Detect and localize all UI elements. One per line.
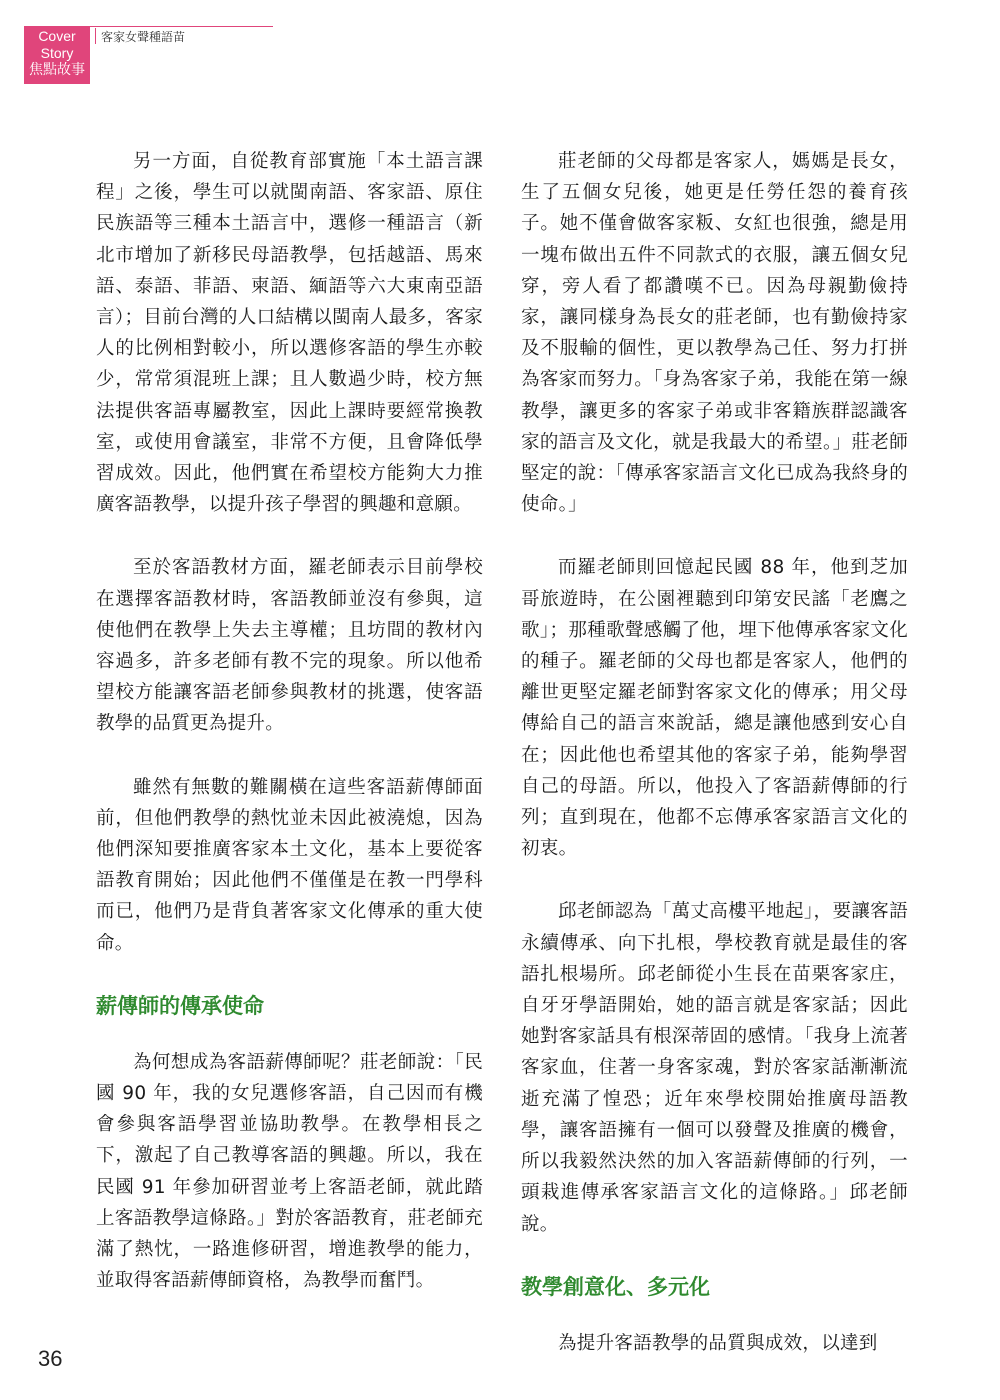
paragraph: 另一方面，自從教育部實施「本土語言課程」之後，學生可以就閩南語、客家語、原住民族語等三種本土語言中，選修一種語言（新北市增加了新移民母語教學，包括越語、馬來語、泰語、菲語、柬語、緬語等六大東南亞語言）；目前台灣的人口結構以閩南人最多，客家人的比例相對較小，所以選修客語的學生亦較少，常常須混班上課；且人數過少時，校方無法提供客語專屬教室，因此上課時要經常換教室，或使用會議室，非常不方便，且會降低學習成效。因此，他們實在希望校方能夠大力推廣客語教學，以提升孩子學習的興趣和意願。 <box>96 151 483 516</box>
paragraph: 為何想成為客語薪傳師呢？莊老師說：「民國 90 年，我的女兒選修客語，自己因而有機會參與客語學習並協助教學。在教學相長之下，激起了自己教導客語的興趣。所以，我在民國 91 年參加研習並考上客語老師，就此踏上客語教學這條路。」對於客語教育，莊老師充滿了熱忱，一路進修研習，增進教學的能力，並取得客語薪傳師資格，為教學而奮鬥。 <box>96 1051 483 1292</box>
section-heading: 薪傳師的傳承使命 <box>96 993 264 1018</box>
section-heading: 教學創意化、多元化 <box>521 1274 710 1299</box>
cover-story-badge <box>24 26 90 84</box>
paragraph: 至於客語教材方面，羅老師表示目前學校在選擇客語教材時，客語教師並沒有參與，這使他們在教學上失去主導權；且坊間的教材內容過多，許多老師有教不完的現象。所以他希望校方能讓客語老師參與教材的挑選，使客語教學的品質更為提升。 <box>96 557 483 735</box>
header-rule <box>90 26 273 27</box>
section-title: 客家女聲種語苗 <box>101 30 186 44</box>
badge-english-line2: Story <box>40 45 74 61</box>
paragraph: 邱老師認為「萬丈高樓平地起」，要讓客語永續傳承、向下扎根，學校教育就是最佳的客語扎根場所。邱老師從小生長在苗栗客家庄，自牙牙學語開始，她的語言就是客家話；因此她對客家話具有根深蒂固的感情。「我身上流著客家血，住著一身客家魂，對於客家話漸漸流逝充滿了惶恐；近年來學校開始推廣母語教學，讓客語擁有一個可以發聲及推廣的機會，所以我毅然決然的加入客語薪傳師的行列，一頭栽進傳承客家語言文化的這條路。」邱老師說。 <box>521 901 908 1235</box>
page-number: 36 <box>38 1346 63 1371</box>
paragraph: 而羅老師則回憶起民國 88 年，他到芝加哥旅遊時，在公園裡聽到印第安民謠「老鷹之歌」；那種歌聲感觸了他，埋下他傳承客家文化的種子。羅老師的父母也都是客家人，他們的離世更堅定羅老師對客家文化的傳承；用父母傳給自己的語言來說話，總是讓他感到安心自在；因此他也希望其他的客家子弟，能夠學習自己的母語。所以，他投入了客語薪傳師的行列；直到現在，他都不忘傳承客家語言文化的初衷。 <box>521 557 908 860</box>
badge-chinese-label: 焦點故事 <box>29 62 85 78</box>
header-divider <box>95 28 96 44</box>
paragraph: 雖然有無數的難關橫在這些客語薪傳師面前，但他們教學的熱忱並未因此被澆熄，因為他們深知要推廣客家本土文化，基本上要從客語教育開始；因此他們不僅僅是在教一門學科而已，他們乃是背負著客家文化傳承的重大使命。 <box>96 776 483 954</box>
left-column <box>96 146 483 1329</box>
paragraph: 莊老師的父母都是客家人，媽媽是長女，生了五個女兒後，她更是任勞任怨的養育孩子。她不僅會做客家粄、女紅也很強，總是用一塊布做出五件不同款式的衣服，讓五個女兒穿，旁人看了都讚嘆不已。因為母親勤儉持家，讓同樣身為長女的莊老師，也有勤儉持家及不服輸的個性，更以教學為己任、努力打拼為客家而努力。「身為客家子弟，我能在第一線教學，讓更多的客家子弟或非客籍族群認識客家的語言及文化，就是我最大的希望。」莊老師堅定的說：「傳承客家語言文化已成為我終身的使命。」 <box>521 151 908 516</box>
right-column <box>521 146 908 1391</box>
paragraph: 為提升客語教學的品質與成效，以達到 <box>558 1332 878 1354</box>
badge-english-line1: Cover <box>38 28 76 44</box>
